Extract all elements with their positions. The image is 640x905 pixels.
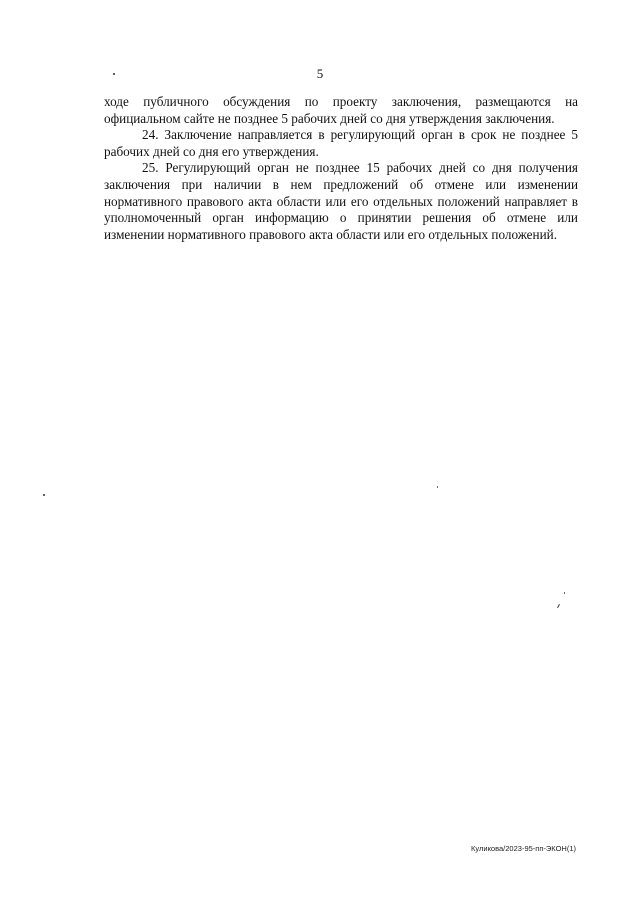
- scan-speck: [437, 486, 438, 488]
- document-reference-code: Куликова/2023-95-пп-ЭКОН(1): [471, 844, 576, 853]
- page-number: 5: [316, 66, 324, 81]
- scan-speck: [43, 494, 45, 496]
- scan-speck: [113, 73, 115, 75]
- scan-speck: [564, 592, 565, 594]
- document-body: [104, 94, 578, 243]
- paragraph-continuation: ходе публичного обсуждения по проекту заключения, размещаются на официальном сайте не позднее 5 рабочих дней со дня утверждения заключения.: [104, 94, 578, 126]
- scan-speck: [557, 604, 560, 608]
- paragraph-25: 25. Регулирующий орган не позднее 15 рабочих дней со дня получения заключения при наличии в нем предложений об отмене или изменении нормативного правового акта области или его отдельных положений направляет в уполномоченный орган информацию о принятии решения об отмене или изменении нормативного правового акта области или его отдельных положений.: [104, 160, 578, 242]
- paragraph-24: 24. Заключение направляется в регулирующий орган в срок не позднее 5 рабочих дней со дня его утверждения.: [104, 127, 578, 159]
